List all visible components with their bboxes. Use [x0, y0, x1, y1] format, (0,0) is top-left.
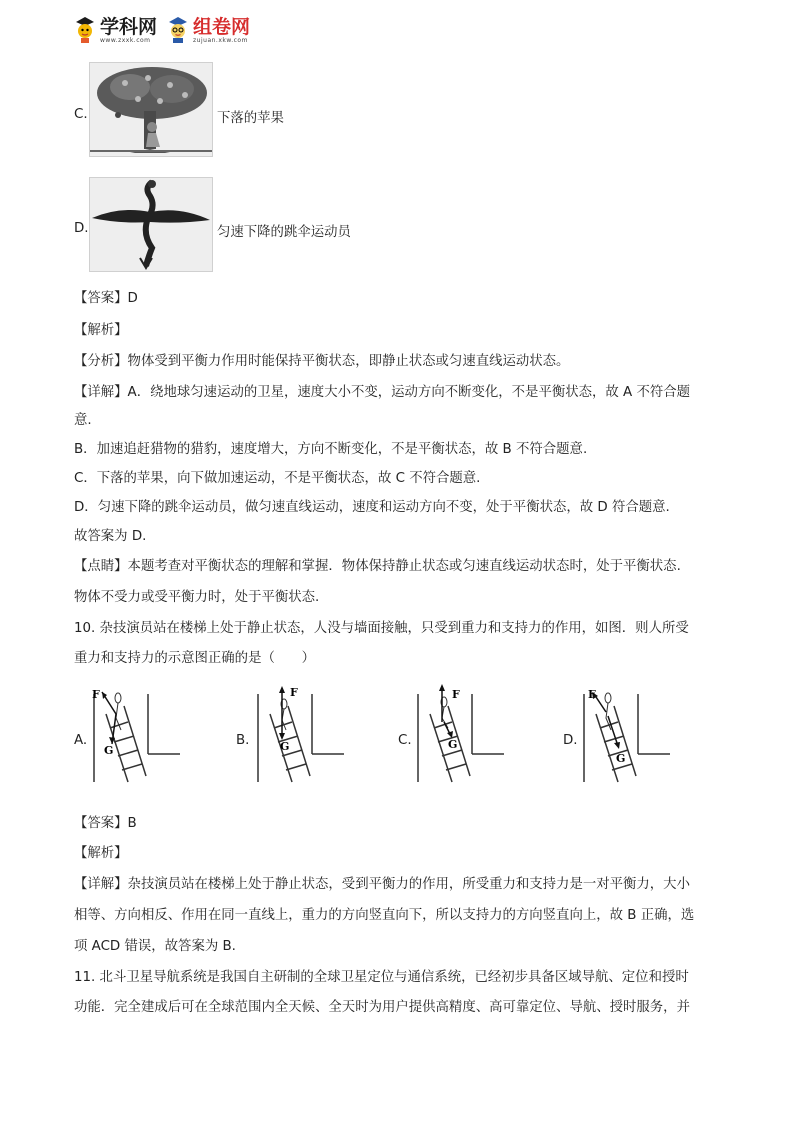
q10-stem-1: 10. 杂技演员站在楼梯上处于静止状态，人没与墙面接触，只受到重力和支持力的作用，如图．则人所受 [74, 621, 689, 636]
q11-stem-1: 11. 北斗卫星导航系统是我国自主研制的全球卫星定位与通信系统，已经初步具备区域导航、定位和授时 [74, 970, 689, 985]
mascot-icon [74, 16, 96, 44]
q11-stem-2: 功能．完全建成后可在全球范围内全天候、全天时为用户提供高精度、高可靠定位、导航、授时服务，并 [74, 1000, 690, 1015]
q9-conclusion: 故答案为 D. [74, 529, 147, 544]
gravity-g-label: G [280, 740, 290, 753]
q9-detail-a-cont: 意. [74, 413, 92, 428]
option-c-letter: C. [74, 107, 88, 122]
gravity-g-label: G [616, 752, 626, 765]
q10-option-a-figure [88, 684, 183, 784]
q10-detail-1: 【详解】杂技演员站在楼梯上处于静止状态，受到平衡力的作用，所受重力和支持力是一对平衡力，大小 [74, 877, 690, 892]
zujuan-logo-text: 组卷网 [193, 15, 251, 38]
falling-apple-image [89, 62, 213, 157]
q10-option-d-letter: D. [563, 733, 578, 748]
option-d-text: 匀速下降的跳伞运动员 [217, 225, 351, 240]
mascot-icon [167, 16, 189, 44]
option-c-text: 下落的苹果 [217, 111, 284, 126]
q10-option-c-figure [412, 684, 507, 784]
q9-detail-c: C．下落的苹果，向下做加速运动，不是平衡状态，故 C 不符合题意. [74, 471, 481, 486]
gravity-g-label: G [448, 738, 458, 751]
q9-comment-2: 物体不受力或受平衡力时，处于平衡状态. [74, 590, 320, 605]
q9-answer: 【答案】D [74, 291, 138, 306]
q10-answer: 【答案】B [74, 816, 137, 831]
parachutist-image [89, 177, 213, 272]
q10-detail-2: 相等、方向相反、作用在同一直线上，重力的方向竖直向下，所以支持力的方向竖直向上，故 B 正确，选 [74, 908, 695, 923]
zujuan-logo [167, 16, 250, 44]
q10-option-c-letter: C. [398, 733, 412, 748]
q9-detail-a: 【详解】A．绕地球匀速运动的卫星，速度大小不变，运动方向不断变化，不是平衡状态，故 A 不符合题 [74, 385, 691, 400]
force-f-label: F [452, 688, 460, 701]
zxxk-logo [74, 16, 157, 44]
q10-option-a-letter: A. [74, 733, 88, 748]
q10-analysis-heading: 【解析】 [74, 846, 128, 861]
page-header [74, 10, 250, 50]
q9-fenxi: 【分析】物体受到平衡力作用时能保持平衡状态，即静止状态或匀速直线运动状态。 [74, 354, 570, 369]
q10-option-b-figure [252, 684, 347, 784]
zxxk-logo-url: www.zxxk.com [100, 36, 151, 44]
force-f-label: F [290, 686, 298, 699]
gravity-g-label: G [104, 744, 114, 757]
zxxk-logo-text: 学科网 [100, 15, 158, 38]
q10-detail-3: 项 ACD 错误，故答案为 B. [74, 939, 236, 954]
force-f-label: F [92, 688, 100, 701]
option-d-letter: D. [74, 221, 89, 236]
force-f-label: F [588, 688, 596, 701]
zujuan-logo-url: zujuan.xkw.com [193, 36, 248, 44]
q9-detail-b: B．加速追赶猎物的猎豹，速度增大，方向不断变化，不是平衡状态，故 B 不符合题意. [74, 442, 588, 457]
q10-option-d-figure [578, 684, 673, 784]
q10-stem-2: 重力和支持力的示意图正确的是（ ） [74, 651, 316, 666]
q9-comment-1: 【点睛】本题考查对平衡状态的理解和掌握．物体保持静止状态或匀速直线运动状态时，处于平衡状态. [74, 559, 681, 574]
q10-option-b-letter: B. [236, 733, 250, 748]
q9-detail-d: D．匀速下降的跳伞运动员，做匀速直线运动，速度和运动方向不变，处于平衡状态，故 D 符合题意. [74, 500, 670, 515]
q9-analysis-heading: 【解析】 [74, 323, 128, 338]
